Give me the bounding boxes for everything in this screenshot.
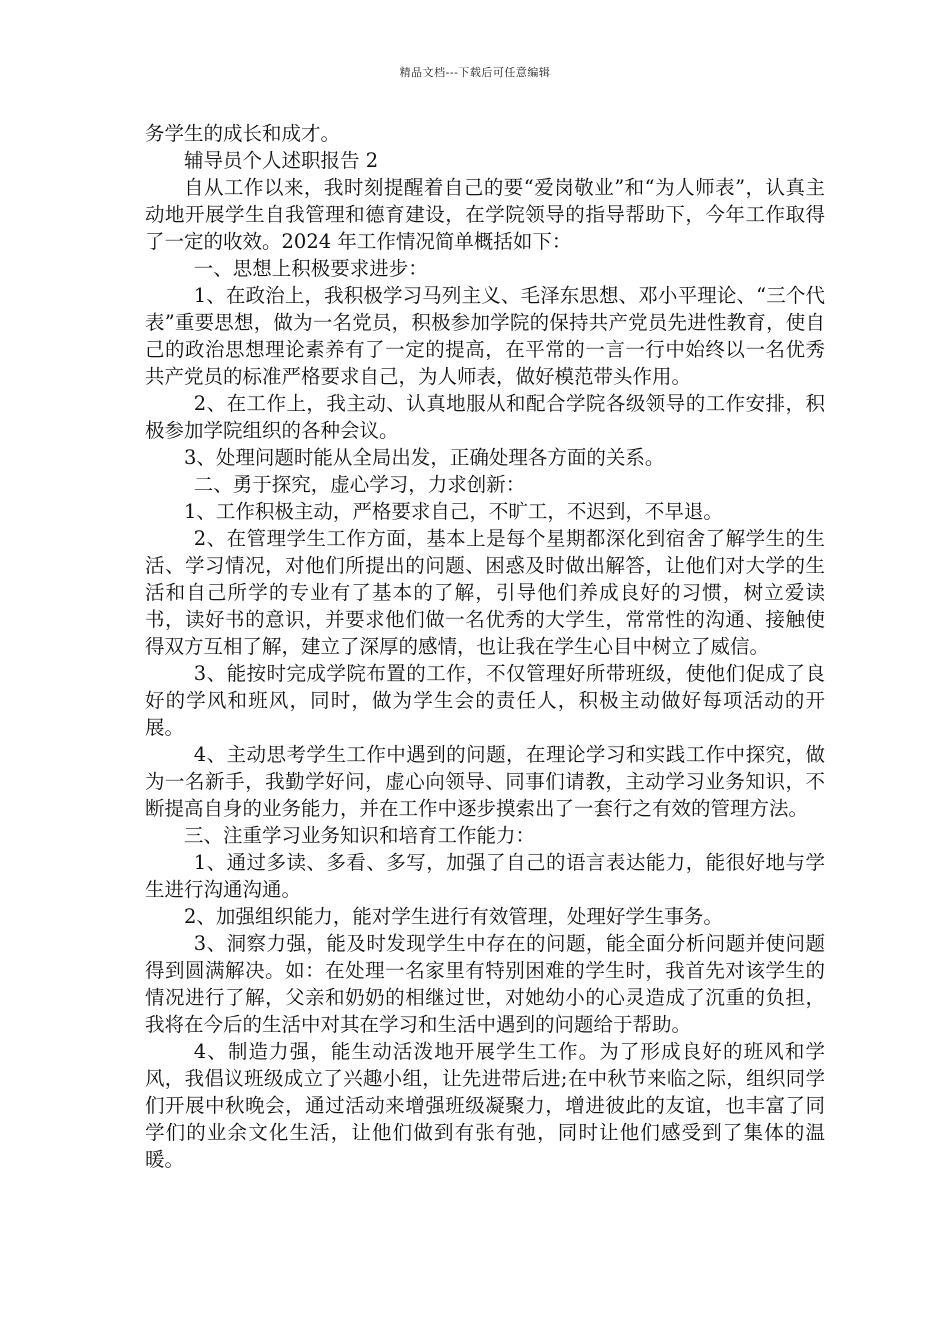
paragraph-2-2: 2、在管理学生工作方面，基本上是每个星期都深化到宿舍了解学生的生活、学习情况，对他们所提出的问题、困惑及时做出解答，让他们对大学的生活和自己所学的专业有了基本的了解，引导他们养成良好的习惯，树立爱读书，读好书的意识，并要求他们做一名优秀的大学生，常常性的沟通、接触使得双方互相了解，建立了深厚的感情，也让我在学生心目中树立了威信。 [145, 527, 825, 658]
heading-section-2: 二、勇于探究，虚心学习，力求创新： [193, 473, 526, 496]
paragraph-3-3: 3、洞察力强，能及时发现学生中存在的问题，能全面分析问题并使问题得到圆满解决。如：在处理一名家里有特别困难的学生时，我首先对该学生的情况进行了解，父亲和奶奶的相继过世，对她幼小的心灵造成了沉重的负担，我将在今后的生活中对其在学习和生活中遇到的问题给于帮助。 [145, 932, 825, 1036]
paragraph-3-2: 2、加强组织能力，能对学生进行有效管理，处理好学生事务。 [184, 905, 723, 928]
paragraph-2-4: 4、主动思考学生工作中遇到的问题，在理论学习和实践工作中探究，做为一名新手，我勤学好问，虚心向领导、同事们请教，主动学习业务知识，不断提高自身的业务能力，并在工作中逐步摸索出了一套行之有效的管理方法。 [145, 743, 825, 820]
paragraph-1-2: 2、在工作上，我主动、认真地服从和配合学院各级领导的工作安排，积极参加学院组织的各种会议。 [145, 392, 825, 442]
paragraph-1-3: 3、处理问题时能从全局出发，正确处理各方面的关系。 [184, 446, 665, 469]
paragraph-3-1: 1、通过多读、多看、多写，加强了自己的语言表达能力，能很好地与学生进行沟通沟通。 [145, 851, 825, 901]
paragraph-2-1: 1、工作积极主动，严格要求自己，不旷工，不迟到，不早退。 [184, 500, 723, 523]
heading-section-1: 一、思想上积极要求进步： [193, 257, 428, 280]
page-header: 精品文档---下载后可任意编辑 [399, 66, 551, 79]
paragraph-continuation: 务学生的成长和成才。 [145, 122, 341, 145]
paragraph-intro: 自从工作以来，我时刻提醒着自己的要“爱岗敬业”和“为人师表”，认真主动地开展学生自我管理和德育建设，在学院领导的指导帮助下，今年工作取得了一定的收效。2024 年工作情况简单概括如下： [145, 176, 825, 253]
section-title: 辅导员个人述职报告 2 [184, 149, 379, 172]
paragraph-2-3: 3、能按时完成学院布置的工作，不仅管理好所带班级，使他们促成了良好的学风和班风，同时，做为学生会的责任人，积极主动做好每项活动的开展。 [145, 662, 825, 739]
heading-section-3: 三、注重学习业务知识和培育工作能力： [184, 824, 536, 847]
paragraph-3-4: 4、制造力强，能生动活泼地开展学生工作。为了形成良好的班风和学风，我倡议班级成立了兴趣小组，让先进带后进;在中秋节来临之际，组织同学们开展中秋晚会，通过活动来增强班级凝聚力，增进彼此的友谊，也丰富了同学们的业余文化生活，让他们做到有张有弛，同时让他们感受到了集体的温暖。 [145, 1040, 825, 1171]
document-body [145, 120, 825, 1173]
paragraph-1-1: 1、在政治上，我积极学习马列主义、毛泽东思想、邓小平理论、“三个代表”重要思想，做为一名党员，积极参加学院的保持共产党员先进性教育，使自己的政治思想理论素养有了一定的提高，在平常的一言一行中始终以一名优秀共产党员的标准严格要求自己，为人师表，做好模范带头作用。 [145, 284, 825, 388]
